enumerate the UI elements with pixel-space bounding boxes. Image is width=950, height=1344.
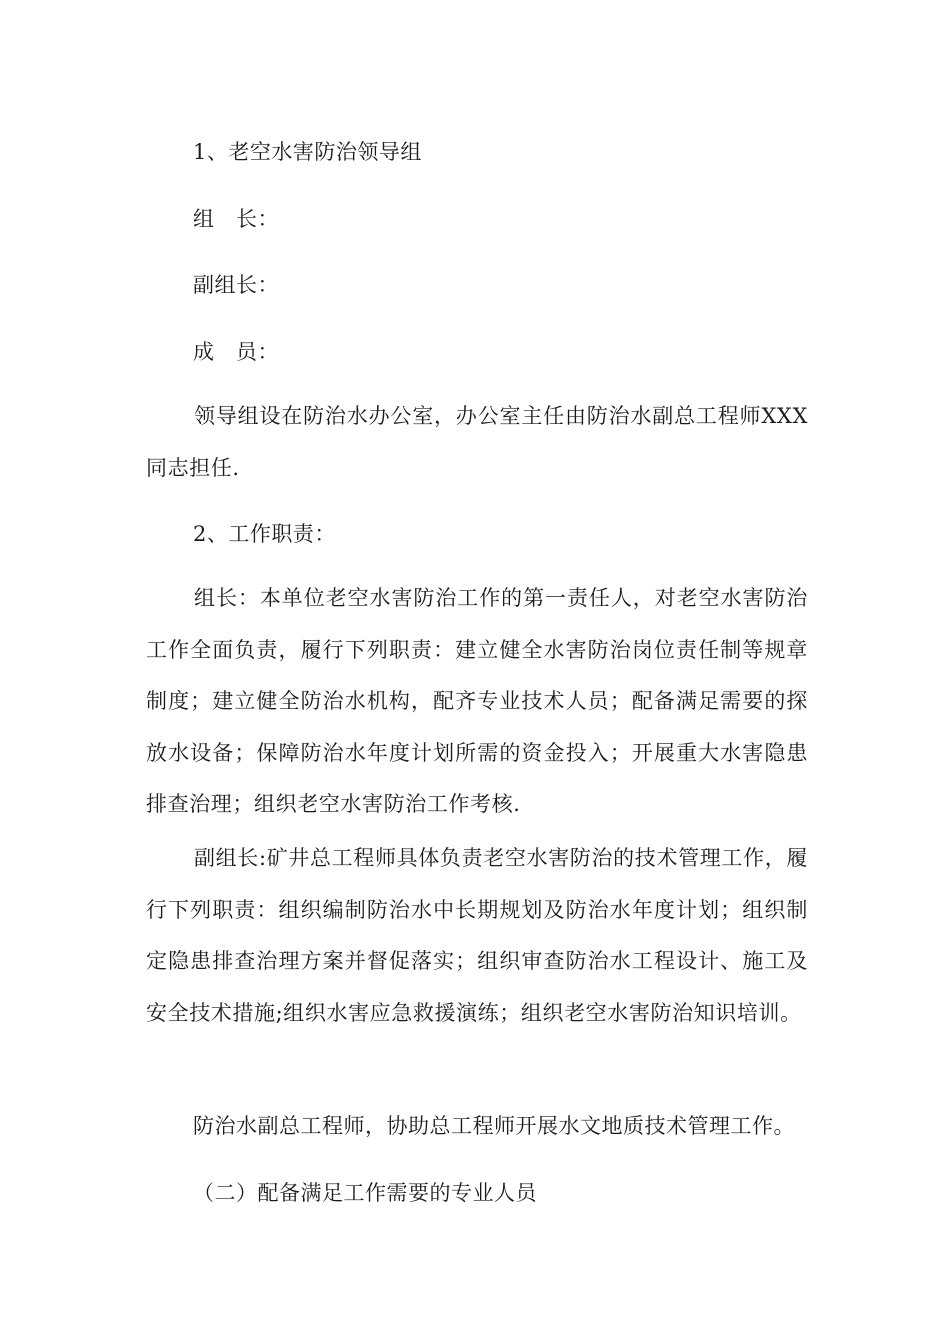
office-paragraph: 领导组设在防治水办公室，办公室主任由防治水副总工程师XXX同志担任. bbox=[146, 404, 808, 480]
assistant-engineer-paragraph: 防治水副总工程师，协助总工程师开展水文地质技术管理工作。 bbox=[193, 1114, 795, 1138]
leader-duty-paragraph: 组长：本单位老空水害防治工作的第一责任人，对老空水害防治工作全面负责，履行下列职责：建立健全水害防治岗位责任制等规章制度；建立健全防治水机构，配齐专业技术人员；配备满足需要的探放水设备；保障防治水年度计划所需的资金投入；开展重大水害隐患排查治理；组织老空水害防治工作考核. bbox=[146, 586, 808, 816]
deputy-leader-label: 副组长： bbox=[193, 273, 279, 297]
member-label: 成 员： bbox=[193, 340, 279, 364]
deputy-duty-paragraph: 副组长:矿井总工程师具体负责老空水害防治的技术管理工作，履行下列职责：组织编制防治水中长期规划及防治水年度计划；组织制定隐患排查治理方案并督促落实；组织审查防治水工程设计、施工及安全技术措施;组织水害应急救援演练；组织老空水害防治知识培训。 bbox=[146, 846, 808, 1025]
section-heading-staffing: （二）配备满足工作需要的专业人员 bbox=[193, 1181, 537, 1205]
section-heading-leadership-group: 1、老空水害防治领导组 bbox=[193, 140, 422, 164]
section-heading-duties: 2、工作职责： bbox=[193, 522, 336, 546]
leader-label: 组 长： bbox=[193, 207, 279, 231]
